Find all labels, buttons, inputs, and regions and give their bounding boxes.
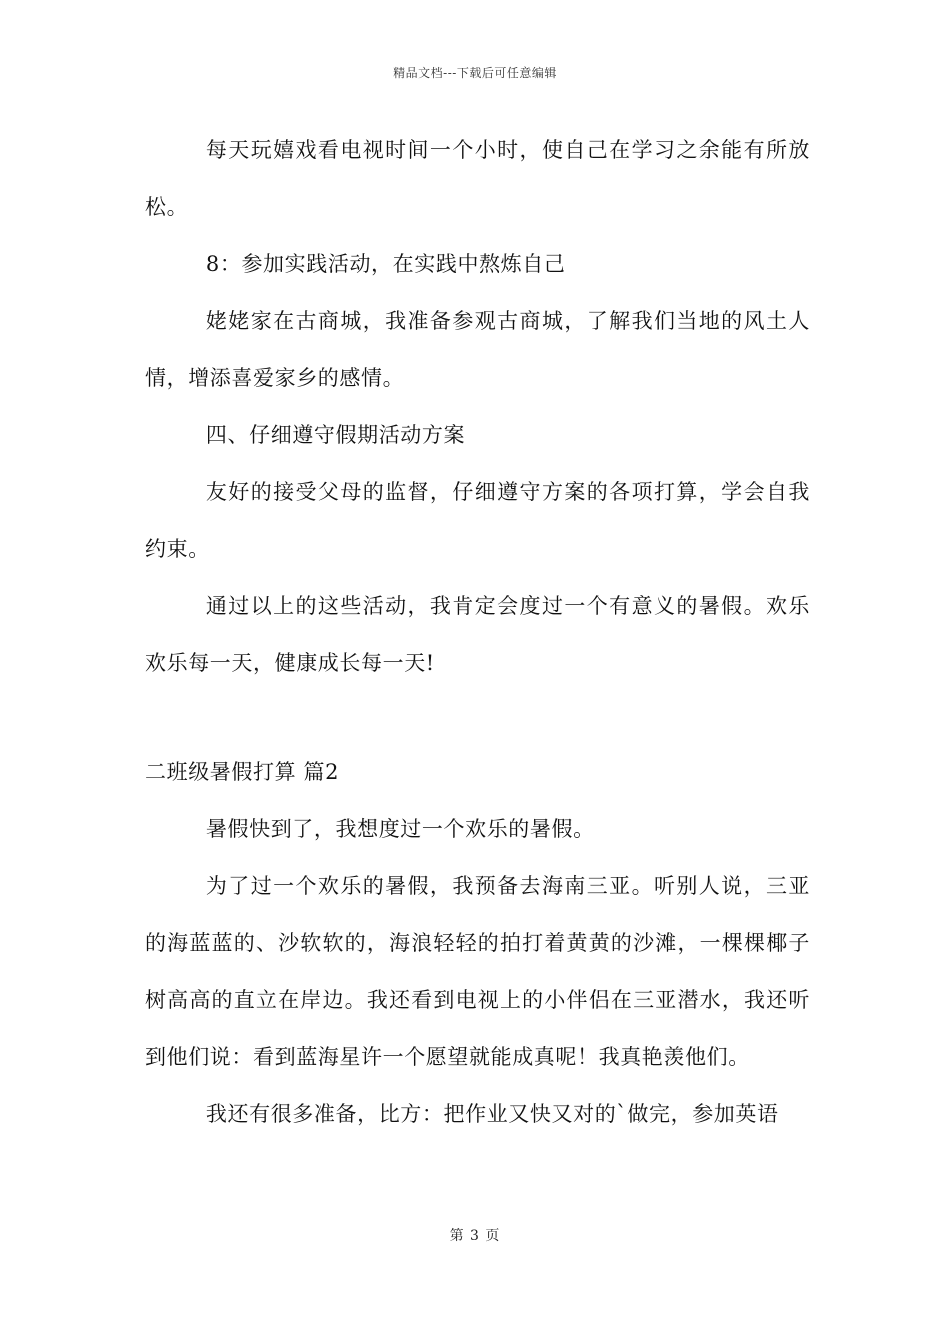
section-gap xyxy=(145,692,810,744)
paragraph: 友好的接受父母的监督，仔细遵守方案的各项打算，学会自我约束。 xyxy=(145,480,810,561)
paragraph-section-heading: 四、仔细遵守假期活动方案 xyxy=(205,423,466,447)
section-title: 二班级暑假打算 篇2 xyxy=(145,760,340,784)
paragraph: 暑假快到了，我想度过一个欢乐的暑假。 xyxy=(205,817,595,841)
paragraph: 为了过一个欢乐的暑假，我预备去海南三亚。听别人说，三亚的海蓝蓝的、沙软软的，海浪轻轻的拍打着黄黄的沙滩，一棵棵椰子树高高的直立在岸边。我还看到电视上的小伴侣在三亚潜水，我还听到他们说：看到蓝海星许一个愿望就能成真呢！我真艳羡他们。 xyxy=(145,874,810,1069)
paragraph: 我还有很多准备，比方：把作业又快又对的`做完，参加英语 xyxy=(205,1102,779,1126)
paragraph: 每天玩嬉戏看电视时间一个小时，使自己在学习之余能有所放松。 xyxy=(145,138,810,219)
document-body xyxy=(145,122,810,1143)
paragraph: 通过以上的这些活动，我肯定会度过一个有意义的暑假。欢乐欢乐每一天，健康成长每一天! xyxy=(145,594,810,675)
paragraph: 姥姥家在古商城，我准备参观古商城，了解我们当地的风土人情，增添喜爱家乡的感情。 xyxy=(145,309,810,390)
page-number: 第 3 页 xyxy=(449,1228,501,1244)
page-header: 精品文档---下载后可任意编辑 xyxy=(393,66,557,80)
paragraph-item-heading: 8：参加实践活动，在实践中熬炼自己 xyxy=(205,252,566,276)
